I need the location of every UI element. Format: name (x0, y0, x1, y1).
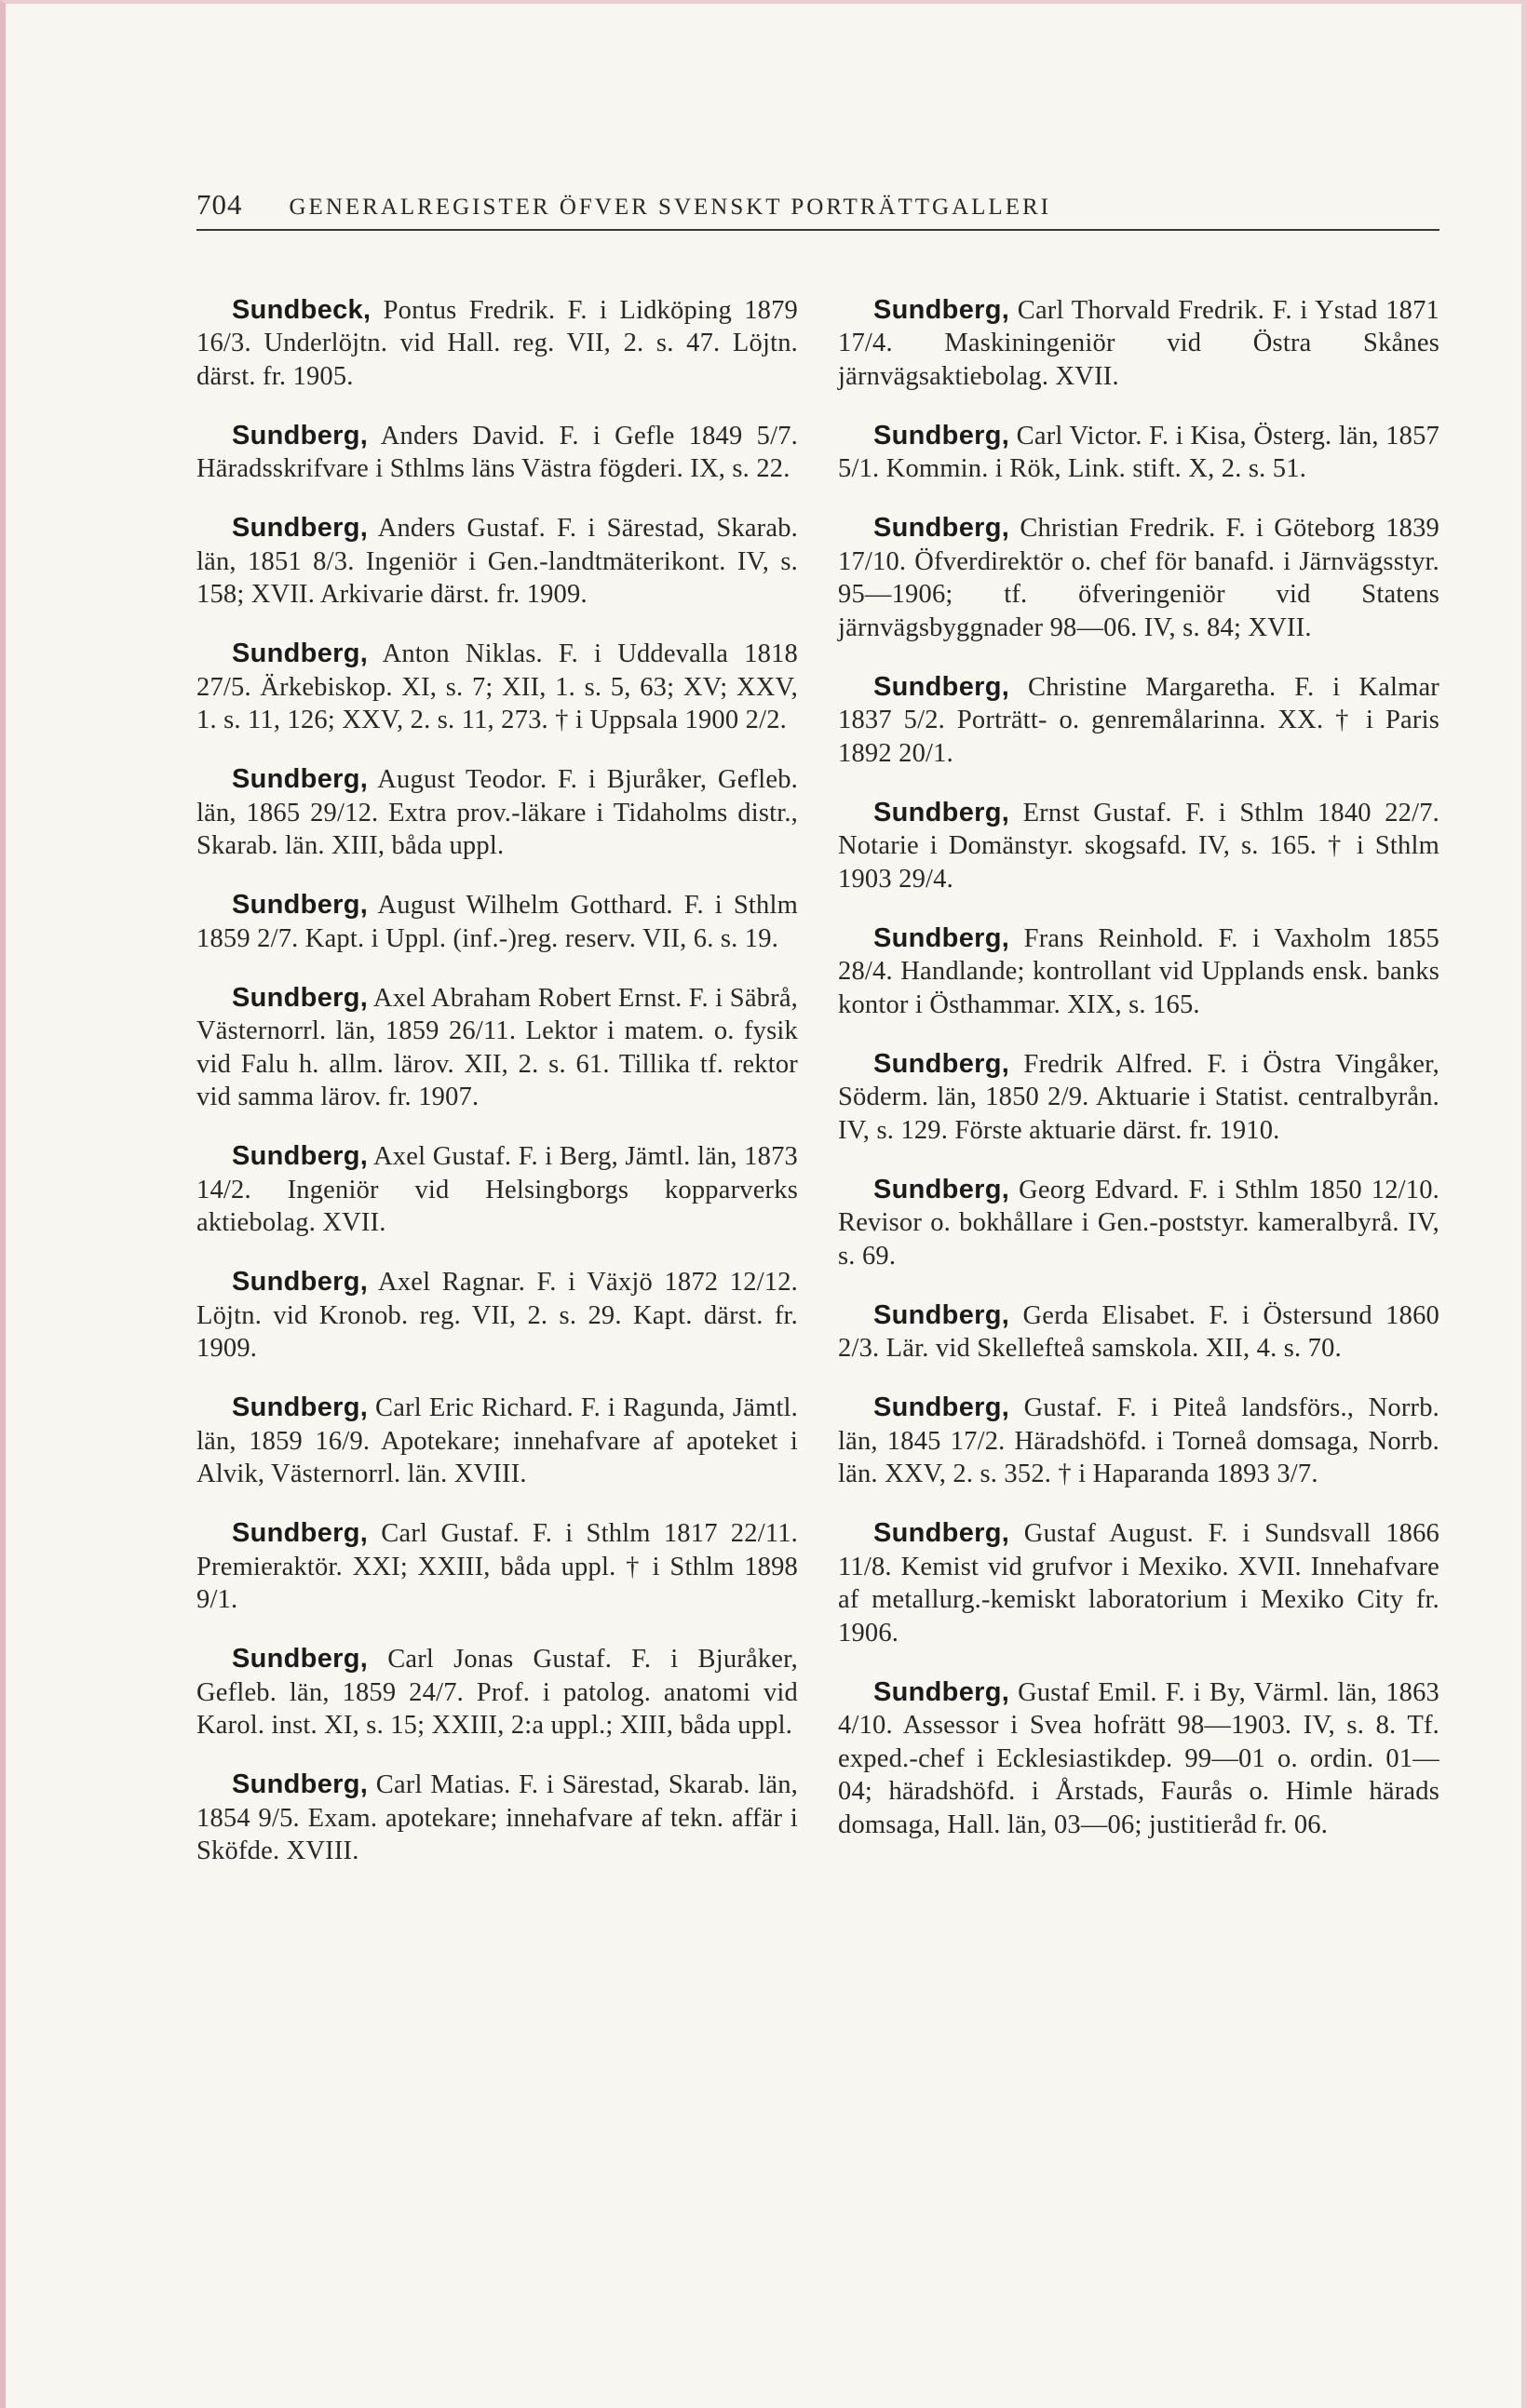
entry-surname: Sundberg, (873, 1048, 1010, 1079)
entry-text: Axel Gustaf. F. i Berg, Jämtl. län, 1873 14/2. Ingeniör vid Helsingborgs kopparverks aktiebolag. XVII. (196, 1142, 798, 1237)
register-entry (838, 1676, 1439, 1842)
entry-surname: Sundberg, (232, 1392, 369, 1422)
entry-surname: Sundberg, (232, 1141, 369, 1171)
page-header (196, 188, 1439, 231)
register-entry (838, 1517, 1439, 1649)
register-entry (196, 420, 798, 486)
entry-text: Gustaf Emil. F. i By, Värml. län, 1863 4/10. Assessor i Svea hofrätt 98—1903. IV, s. 8. Tf. exped.-chef i Ecklesiastikdep. 99—01 o. ordin. 01—04; häradshöfd. i Årstads, Faurås o. Himle härads domsaga, Hall. län, 03—06; justitieråd fr. 06. (838, 1677, 1439, 1839)
entry-text: Gerda Elisabet. F. i Östersund 1860 2/3. Lär. vid Skellefteå samskola. XII, 4. s. 70. (838, 1300, 1439, 1363)
entry-text: Frans Reinhold. F. i Vaxholm 1855 28/4. Handlande; kontrollant vid Upplands ensk. banks kontor i Östhammar. XIX, s. 165. (838, 923, 1439, 1019)
register-entry (196, 889, 798, 955)
entry-text: Christine Margaretha. F. i Kalmar 1837 5/2. Porträtt- o. genremålarinna. XX. † i Paris 1892 20/1. (838, 672, 1439, 768)
entry-text: Carl Victor. F. i Kisa, Österg. län, 1857 5/1. Kommin. i Rök, Link. stift. X, 2. s. 51. (838, 421, 1440, 483)
register-entry (196, 1769, 798, 1868)
register-entry (838, 294, 1439, 394)
register-entry (196, 638, 798, 737)
register-entry (838, 512, 1439, 644)
entry-surname: Sundberg, (873, 420, 1010, 451)
entry-text: Axel Abraham Robert Ernst. F. i Säbrå, Västernorrl. län, 1859 26/11. Lektor i matem. o. fysik vid Falu h. allm. lärov. XII, 2. s. 61. Tillika tf. rektor vid samma lärov. fr. 1907. (196, 983, 798, 1111)
register-entry (838, 1392, 1439, 1491)
register-entry (838, 1299, 1439, 1365)
entry-surname: Sundbeck, (232, 294, 372, 325)
entry-text: August Teodor. F. i Bjuråker, Gefleb. län, 1865 29/12. Extra prov.-läkare i Tidaholms distr., Skarab. län. XIII, båda uppl. (196, 765, 798, 860)
entry-surname: Sundberg, (232, 890, 369, 920)
left-column (196, 267, 798, 2185)
entry-surname: Sundberg, (232, 1644, 369, 1674)
entry-text: Pontus Fredrik. F. i Lidköping 1879 16/3. Underlöjtn. vid Hall. reg. VII, 2. s. 47. Löjtn. därst. fr. 1905. (196, 295, 798, 391)
entry-surname: Sundberg, (873, 1518, 1010, 1548)
entry-surname: Sundberg, (232, 513, 369, 543)
entry-surname: Sundberg, (873, 1392, 1010, 1422)
entry-text: Fredrik Alfred. F. i Östra Vingåker, Söderm. län, 1850 2/9. Aktuarie i Statist. centralbyrån. IV, s. 129. Förste aktuarie därst. fr. 1910. (838, 1049, 1439, 1145)
entry-surname: Sundberg, (232, 764, 369, 794)
register-entry (196, 1140, 798, 1240)
register-columns (196, 267, 1439, 2185)
entry-surname: Sundberg, (873, 294, 1010, 325)
register-entry (196, 1643, 798, 1742)
register-entry (838, 797, 1439, 896)
entry-text: Anders Gustaf. F. i Särestad, Skarab. län, 1851 8/3. Ingeniör i Gen.-landtmäterikont. IV, s. 158; XVII. Arkivarie därst. fr. 1909. (196, 514, 798, 609)
register-entry (838, 922, 1439, 1022)
register-entry (838, 1048, 1439, 1148)
register-entry (196, 512, 798, 612)
register-entry (196, 982, 798, 1114)
entry-text: Gustaf August. F. i Sundsvall 1866 11/8. Kemist vid grufvor i Mexiko. XVII. Innehafvare af metallurg.-kemiskt laboratorium i Mexiko City fr. 1906. (838, 1519, 1439, 1648)
entry-surname: Sundberg, (232, 982, 369, 1013)
running-title: GENERALREGISTER ÖFVER SVENSKT PORTRÄTTGALLERI (289, 195, 1051, 220)
entry-surname: Sundberg, (232, 1769, 369, 1799)
entry-text: Axel Ragnar. F. i Växjö 1872 12/12. Löjtn. vid Kronob. reg. VII, 2. s. 29. Kapt. därst. fr. 1909. (196, 1268, 798, 1363)
entry-text: Anton Niklas. F. i Uddevalla 1818 27/5. Ärkebiskop. XI, s. 7; XII, 1. s. 5, 63; XV; XXV, 1. s. 11, 126; XXV, 2. s. 11, 273. † i Uppsala 1900 2/2. (196, 639, 798, 734)
entry-text: Carl Matias. F. i Särestad, Skarab. län, 1854 9/5. Exam. apotekare; innehafvare af tekn. affär i Sköfde. XVIII. (196, 1770, 798, 1865)
entry-surname: Sundberg, (232, 1518, 369, 1548)
register-entry (196, 294, 798, 394)
entry-surname: Sundberg, (873, 671, 1010, 702)
entry-text: Carl Jonas Gustaf. F. i Bjuråker, Gefleb. län, 1859 24/7. Prof. i patolog. anatomi vid Karol. inst. XI, s. 15; XXIII, 2:a uppl.; XIII, båda uppl. (196, 1645, 798, 1740)
entry-text: Christian Fredrik. F. i Göteborg 1839 17/10. Öfverdirektör o. chef för banafd. i Järnvägsstyr. 95—1906; tf. öfveringeniör vid Statens järnvägsbyggnader 98—06. IV, s. 84; XVII. (838, 514, 1439, 642)
entry-text: Carl Gustaf. F. i Sthlm 1817 22/11. Premieraktör. XXI; XXIII, båda uppl. † i Sthlm 1898 9/1. (196, 1519, 798, 1614)
page-number: 704 (196, 188, 243, 221)
entry-text: Carl Thorvald Fredrik. F. i Ystad 1871 17/4. Maskiningeniör vid Östra Skånes järnvägsaktiebolag. XVII. (838, 295, 1439, 391)
entry-surname: Sundberg, (232, 1267, 369, 1297)
entry-surname: Sundberg, (232, 639, 369, 668)
register-entry (838, 671, 1439, 771)
register-entry (838, 1174, 1439, 1273)
entry-text: August Wilhelm Gotthard. F. i Sthlm 1859 2/7. Kapt. i Uppl. (inf.-)reg. reserv. VII, 6. s. 19. (196, 891, 798, 953)
entry-surname: Sundberg, (873, 1174, 1010, 1204)
right-column (838, 267, 1439, 2185)
entry-surname: Sundberg, (873, 1676, 1010, 1707)
entry-text: Carl Eric Richard. F. i Ragunda, Jämtl. län, 1859 16/9. Apotekare; innehafvare af apoteket i Alvik, Västernorrl. län. XVIII. (196, 1393, 799, 1488)
register-entry (196, 1266, 798, 1365)
register-entry (196, 763, 798, 863)
register-entry (196, 1517, 798, 1617)
register-entry (838, 420, 1439, 486)
entry-surname: Sundberg, (873, 1299, 1010, 1330)
entry-text: Georg Edvard. F. i Sthlm 1850 12/10. Revisor o. bokhållare i Gen.-poststyr. kameralbyrå. IV, s. 69. (838, 1175, 1440, 1271)
entry-surname: Sundberg, (232, 420, 369, 451)
entry-surname: Sundberg, (873, 513, 1010, 543)
register-entry (196, 1392, 798, 1491)
entry-text: Gustaf. F. i Piteå landsförs., Norrb. län, 1845 17/2. Häradshöfd. i Torneå domsaga, Norrb. län. XXV, 2. s. 352. † i Haparanda 1893 3/7. (838, 1393, 1439, 1488)
entry-surname: Sundberg, (873, 922, 1010, 953)
entry-text: Ernst Gustaf. F. i Sthlm 1840 22/7. Notarie i Domänstyr. skogsafd. IV, s. 165. † i Sthlm 1903 29/4. (838, 798, 1440, 894)
entry-text: Anders David. F. i Gefle 1849 5/7. Häradsskrifvare i Sthlms läns Västra fögderi. IX, s. 22. (196, 421, 798, 483)
entry-surname: Sundberg, (873, 797, 1010, 827)
